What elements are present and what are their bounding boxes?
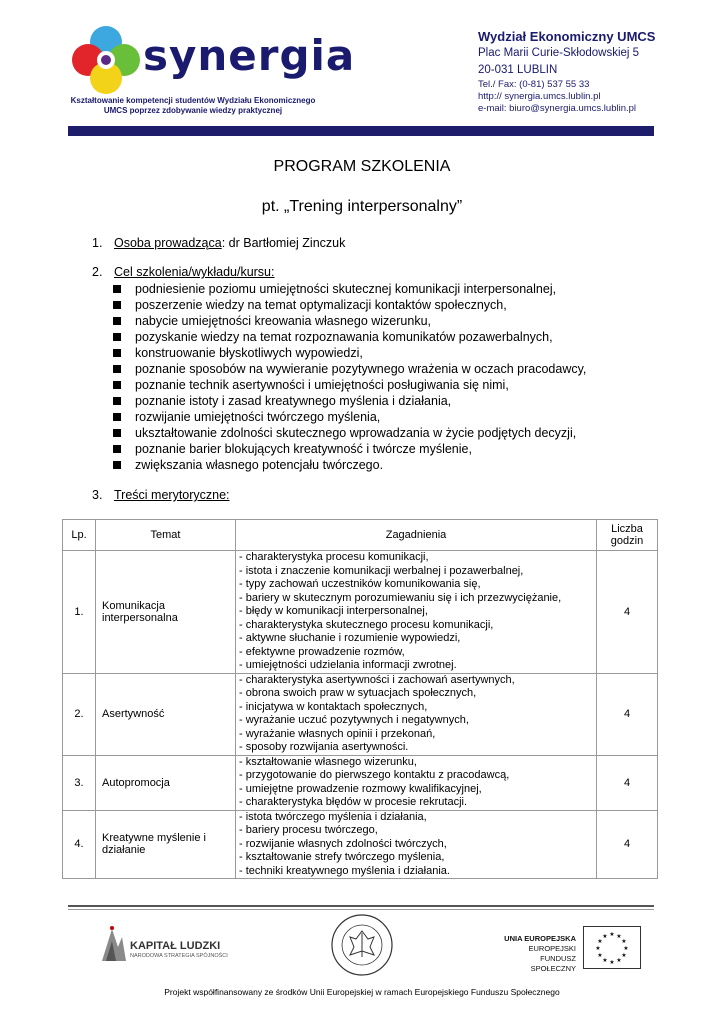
page-subtitle: pt. „Trening interpersonalny” bbox=[261, 198, 463, 215]
institution-block bbox=[478, 28, 655, 115]
tagline bbox=[68, 96, 318, 116]
col-hours bbox=[597, 520, 658, 551]
list-item: poznanie istoty i zasad kreatywnego myślenia i działania, bbox=[113, 393, 586, 409]
list-item: zwiększania własnego potencjału twórczego. bbox=[113, 457, 586, 473]
table-row bbox=[63, 673, 658, 755]
synergia-logo-icon bbox=[68, 24, 144, 96]
issue-item: - aktywne słuchanie i rozumienie wypowiedzi, bbox=[239, 632, 461, 644]
svg-text:★: ★ bbox=[595, 945, 601, 952]
umcs-seal-icon bbox=[330, 913, 394, 977]
email: e-mail: biuro@synergia.umcs.lublin.pl bbox=[478, 103, 637, 114]
issue-item: - bariery procesu twórczego, bbox=[239, 824, 378, 836]
svg-text:★: ★ bbox=[609, 931, 615, 938]
section-number: 3. bbox=[92, 488, 103, 502]
svg-text:★: ★ bbox=[597, 938, 603, 945]
phone: Tel./ Fax: (0-81) 537 55 33 bbox=[478, 79, 590, 90]
trainer-name: : dr Bartłomiej Zinczuk bbox=[221, 236, 346, 250]
section-label: Osoba prowadząca bbox=[114, 236, 222, 250]
website: http:// synergia.umcs.lublin.pl bbox=[478, 91, 601, 102]
row-issues bbox=[236, 673, 597, 755]
issue-item: - umiejętne prowadzenie rozmowy kwalifikacyjnej, bbox=[239, 782, 482, 795]
issue-item: - typy zachowań uczestników komunikowania się, bbox=[239, 578, 481, 590]
row-issues bbox=[236, 551, 597, 674]
issue-item: - błędy w komunikacji interpersonalnej, bbox=[239, 605, 428, 617]
table-row bbox=[63, 810, 658, 879]
col-lp: Lp. bbox=[63, 520, 96, 551]
institution-name: Wydział Ekonomiczny UMCS bbox=[478, 29, 656, 44]
svg-text:★: ★ bbox=[621, 952, 627, 959]
svg-text:★: ★ bbox=[616, 957, 622, 964]
row-lp: 2. bbox=[63, 673, 96, 755]
issue-item: - wyrażanie uczuć pozytywnych i negatywnych, bbox=[239, 714, 469, 726]
issue-item: - bariery w skutecznym porozumiewaniu się i ich przezwyciężanie, bbox=[239, 591, 562, 604]
section-goals bbox=[92, 265, 275, 279]
section-number: 1. bbox=[92, 236, 103, 250]
list-item: pozyskanie wiedzy na temat rozpoznawania komunikatów pozawerbalnych, bbox=[113, 329, 586, 345]
list-item: rozwijanie umiejętności twórczego myślenia, bbox=[113, 409, 586, 425]
row-issues bbox=[236, 810, 597, 879]
issue-item: - obrona swoich praw w sytuacjach społecznych, bbox=[239, 687, 477, 699]
row-topic: Kreatywne myślenie i działanie bbox=[96, 810, 236, 879]
svg-text:★: ★ bbox=[621, 938, 627, 945]
row-topic: Komunikacja interpersonalna bbox=[96, 551, 236, 674]
issue-item: - kształtowanie strefy twórczego myślenia, bbox=[239, 851, 445, 863]
issue-item: - charakterystyka procesu komunikacji, bbox=[239, 551, 429, 563]
issue-item: - charakterystyka skutecznego procesu komunikacji, bbox=[239, 618, 494, 631]
program-table bbox=[62, 519, 658, 879]
tagline-line: UMCS poprzez zdobywanie wiedzy praktycznej bbox=[103, 106, 283, 115]
list-item: konstruowanie błyskotliwych wypowiedzi, bbox=[113, 345, 586, 361]
section-label: Treści merytoryczne: bbox=[114, 488, 230, 502]
row-topic: Autopromocja bbox=[96, 755, 236, 810]
svg-text:★: ★ bbox=[623, 945, 629, 952]
list-item: nabycie umiejętności kreowania własnego wizerunku, bbox=[113, 313, 586, 329]
goals-list bbox=[113, 281, 586, 473]
kapital-ludzki-logo-icon bbox=[96, 923, 128, 967]
eu-line: EUROPEJSKI bbox=[528, 944, 576, 953]
eu-flag-icon bbox=[583, 926, 641, 969]
section-number: 2. bbox=[92, 265, 103, 279]
issue-item: - rozwijanie własnych zdolności twórczych, bbox=[239, 837, 447, 850]
table-header-row bbox=[63, 520, 658, 551]
row-hours: 4 bbox=[597, 673, 658, 755]
row-hours: 4 bbox=[597, 755, 658, 810]
svg-text:★: ★ bbox=[602, 933, 608, 940]
list-item: ukształtowanie zdolności skutecznego wprowadzania w życie podjętych decyzji, bbox=[113, 425, 586, 441]
col-issues: Zagadnienia bbox=[236, 520, 597, 551]
row-hours: 4 bbox=[597, 551, 658, 674]
eu-line: FUNDUSZ SPOŁECZNY bbox=[530, 954, 576, 973]
header-divider bbox=[68, 126, 654, 136]
issue-item: - charakterystyka asertywności i zachowań asertywnych, bbox=[239, 673, 515, 686]
list-item: poznanie sposobów na wywieranie pozytywnego wrażenia w oczach pracodawcy, bbox=[113, 361, 586, 377]
svg-text:★: ★ bbox=[609, 959, 615, 966]
eu-line: UNIA EUROPEJSKA bbox=[504, 934, 576, 943]
kl-subtitle: NARODOWA STRATEGIA SPÓJNOŚCI bbox=[130, 953, 228, 959]
brand-name: synergia bbox=[143, 31, 356, 80]
section-trainer bbox=[92, 236, 345, 250]
section-label: Cel szkolenia/wykładu/kursu: bbox=[114, 265, 275, 279]
issue-item: - efektywne prowadzenie rozmów, bbox=[239, 645, 405, 658]
list-item: poszerzenie wiedzy na temat optymalizacji kontaktów społecznych, bbox=[113, 297, 586, 313]
row-lp: 3. bbox=[63, 755, 96, 810]
issue-item: - umiejętności udzielania informacji zwrotnej. bbox=[239, 659, 457, 671]
col-hours-line: godzin bbox=[610, 535, 644, 547]
col-hours-line: Liczba bbox=[611, 523, 643, 535]
list-item: podniesienie poziomu umiejętności skutecznej komunikacji interpersonalnej, bbox=[113, 281, 586, 297]
eu-text bbox=[494, 934, 576, 974]
kl-title: KAPITAŁ LUDZKI bbox=[130, 940, 221, 952]
row-lp: 4. bbox=[63, 810, 96, 879]
section-content bbox=[92, 488, 230, 502]
table-row bbox=[63, 551, 658, 674]
row-lp: 1. bbox=[63, 551, 96, 674]
issue-item: - inicjatywa w kontaktach społecznych, bbox=[239, 700, 428, 713]
footer-divider bbox=[68, 905, 654, 907]
svg-text:★: ★ bbox=[616, 933, 622, 940]
page-title: PROGRAM SZKOLENIA bbox=[273, 158, 451, 175]
address-line: 20-031 LUBLIN bbox=[478, 64, 558, 76]
list-item: poznanie barier blokujących kreatywność i twórcze myślenie, bbox=[113, 441, 586, 457]
row-issues bbox=[236, 755, 597, 810]
row-topic: Asertywność bbox=[96, 673, 236, 755]
col-topic: Temat bbox=[96, 520, 236, 551]
issue-item: - sposoby rozwijania asertywności. bbox=[239, 741, 409, 753]
tagline-line: Kształtowanie kompetencji studentów Wydziału Ekonomicznego bbox=[70, 96, 316, 105]
list-item: poznanie technik asertywności i umiejętności posługiwania się nimi, bbox=[113, 377, 586, 393]
issue-item: - kształtowanie własnego wizerunku, bbox=[239, 755, 417, 768]
svg-text:★: ★ bbox=[597, 952, 603, 959]
issue-item: - przygotowanie do pierwszego kontaktu z pracodawcą, bbox=[239, 769, 510, 781]
row-hours: 4 bbox=[597, 810, 658, 879]
issue-item: - techniki kreatywnego myślenia i działania. bbox=[239, 864, 450, 877]
table-row bbox=[63, 755, 658, 810]
issue-item: - charakterystyka błędów w procesie rekrutacji. bbox=[239, 796, 468, 808]
footer-note: Projekt współfinansowany ze środków Unii Europejskiej w ramach Europejskiego Funduszu Społecznego bbox=[164, 987, 560, 997]
issue-item: - wyrażanie własnych opinii i przekonań, bbox=[239, 727, 436, 740]
svg-text:★: ★ bbox=[602, 957, 608, 964]
issue-item: - istota i znaczenie komunikacji werbalnej i pozawerbalnej, bbox=[239, 564, 524, 577]
address-line: Plac Marii Curie-Skłodowskiej 5 bbox=[478, 47, 640, 59]
issue-item: - istota twórczego myślenia i działania, bbox=[239, 810, 427, 823]
footer-divider bbox=[68, 909, 654, 910]
